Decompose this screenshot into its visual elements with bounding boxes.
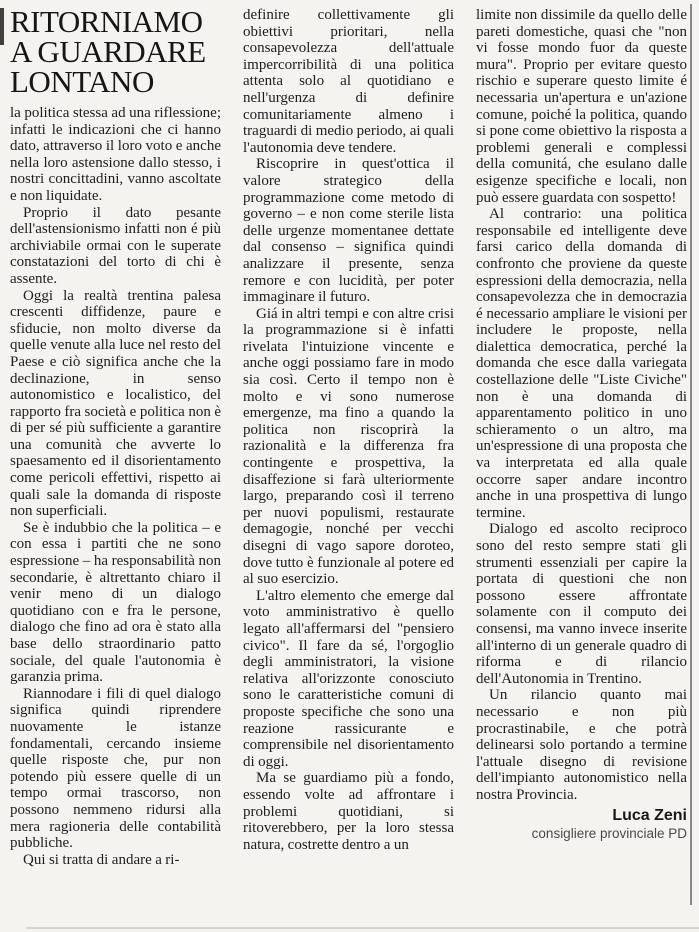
article-title-line: RITORNIAMO [10, 4, 203, 39]
article-paragraph: Dialogo ed ascolto reciproco sono del resto sempre stati gli strumenti essenziali per capire la portata di questioni che non possono essere affrontate solamente con il computo dei consensi, ma vanno invece inserite all'interno di un generale quadro di riforma e di rilancio dell'Autonomia in Trentino. [476, 521, 687, 687]
article-column-1 [10, 0, 221, 932]
article-paragraph: Qui si tratta di andare a ri- [23, 851, 180, 868]
column-3-text [476, 7, 687, 804]
article-columns [10, 0, 686, 932]
article-paragraph: limite non dissimile da quello delle pareti domestiche, quasi che "non vi fosse mondo fuor da queste mura". Proprio per evitare questo rischio e superare questo limite é necessaria un'apertura e un'azione comune, poiché la politica, quando si pone come obiettivo la risposta a problemi generali e complessi della comunitá, che esulano dalle esigenze specifiche e locali, non può essere guardata con sospetto! [476, 7, 687, 206]
article-title [10, 4, 221, 99]
bottom-divider [26, 927, 699, 929]
column-1-text [10, 105, 221, 868]
article-title-line: LONTANO [10, 64, 154, 99]
author-role: consigliere provinciale PD [531, 825, 687, 841]
article-column-3 [476, 0, 687, 932]
article-paragraph: Se è indubbio che la politica – e con essa i partiti che ne sono espressione – ha responsabilità non secondarie, è altrettanto chiaro il venir meno di un dialogo quotidiano con e fra le persone, dialogo che fino ad ora è stato alla base dello straordinario patto sociale, del quale l'autonomia è garanzia prima. [10, 519, 221, 686]
article-paragraph: Oggi la realtà trentina palesa crescenti diffidenze, paure e sfiducie, non molto diverse da quelle venute alla luce nel resto del Paese e ciò significa anche che la declinazione, in senso autonomistico e localistico, del rapporto fra società e politica non è di per sé più sufficiente a garantire una comunità che avverte lo spaesamento ed il disorientamento come pericoli effettivi, rispetto ai quali sale la domanda di risposte non superficiali. [10, 287, 221, 520]
article-paragraph: Riannodare i fili di quel dialogo significa quindi riprendere nuovamente le istanze fondamentali, cercando insieme quelle risposte che, pur non potendo più essere quelle di un tempo ormai trascorso, non possono nemmeno ridursi alla mera ragioneria delle contabilità pubbliche. [10, 685, 221, 852]
article-paragraph: definire collettivamente gli obiettivi prioritari, nella consapevolezza dell'attuale impercorribilità di una politica attenta solo al quotidiano e nell'urgenza di definire comunitariamente almeno i traguardi di medio periodo, ai quali l'autonomia deve tendere. [243, 7, 454, 156]
article-paragraph: Giá in altri tempi e con altre crisi la programmazione si è infatti rivelata l'intuizione vincente e anche oggi possiamo fare in modo sia così. Certo il tempo non è molto e vi sono numerose emergenze, ma fino a quando la politica non riscoprirà la razionalità e la differenza fra contingente e prospettiva, la disaffezione si farà ulteriormente largo, preparando così il terreno per nuovi populismi, restaurate demagogie, nonché per vecchi disegni di vago sapore doroteo, dove tutto è funzionale al potere ed al suo esercizio. [243, 305, 454, 588]
scan-edge-artifact [0, 8, 4, 45]
article-column-2 [243, 0, 454, 932]
article-paragraph: Al contrario: una politica responsabile ed intelligente deve farsi carico della domanda di confronto che proviene da queste espressioni della democrazia, nella consapevolezza che in democrazia é necessario ampliare le visioni per includere le proposte, nella dialettica democratica, perché la domanda che esce dalla variegata costellazione delle "Liste Civiche" non è una domanda di apparentamento politico in uno schieramento o un altro, ma un'espressione di una proposta che va interpretata ed alla quale occorre saper andare incontro anche in una prospettiva di lungo termine. [476, 206, 687, 521]
article-paragraph: Proprio il dato pesante dell'astensionismo infatti non é più archiviabile ormai con le superate constatazioni del torto di chi è assente. [10, 204, 221, 287]
article-paragraph: Un rilancio quanto mai necessario e non più procrastinabile, e che potrà delinearsi solo portando a termine l'attuale disegno di revisione dell'impianto autonomistico nella nostra Provincia. [476, 687, 687, 803]
article-paragraph: Ma se guardiamo più a fondo, essendo volte ad affrontare i problemi quotidiani, si ritoverebbero, per la loro stessa natura, costrette dentro a un [243, 770, 454, 853]
article-signature [476, 807, 687, 842]
column-2-text [243, 7, 454, 853]
article-paragraph: Riscoprire in quest'ottica il valore strategico della programmazione come metodo di governo – e non come sterile lista delle urgenze momentanee dettate dal consenso – significa quindi analizzare il presente, senza remore e con lucidità, per poter immaginare il futuro. [243, 156, 454, 306]
article-title-line: A GUARDARE [10, 34, 206, 69]
author-name: Luca Zeni [612, 806, 687, 824]
right-column-divider [690, 4, 692, 905]
article-paragraph: la politica stessa ad una riflessione; infatti le indicazioni che ci hanno dato, attraverso il loro voto e anche nella loro astensione dallo stesso, i nostri concittadini, vanno ascoltate e non liquidate. [10, 105, 221, 204]
article-paragraph: L'altro elemento che emerge dal voto amministrativo è quello legato all'affermarsi del "pensiero civico". Il fare da sé, l'orgoglio degli amministratori, la visione relativa all'orizzonte conosciuto sono le caratteristiche comuni di proposte specifiche che sono una reazione rassicurante e comprensibile nel disorientamento di oggi. [243, 587, 454, 770]
